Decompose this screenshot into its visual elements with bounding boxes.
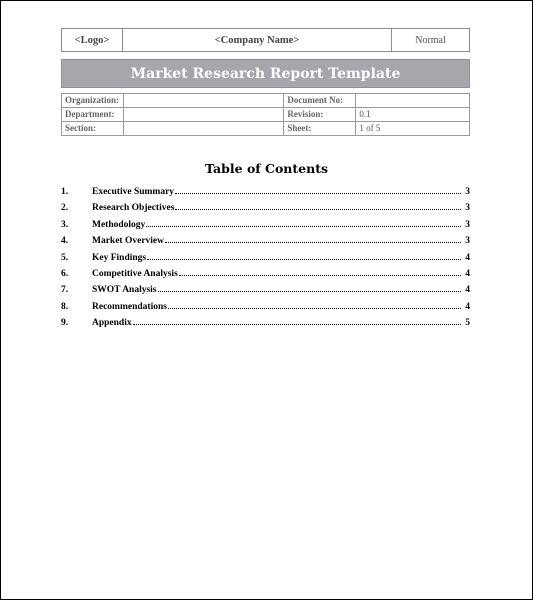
toc-title: Market Overview xyxy=(92,236,165,247)
table-row xyxy=(62,122,470,136)
toc-page: 4 xyxy=(465,285,470,296)
toc-page: 3 xyxy=(465,203,470,214)
toc-number: 4. xyxy=(61,236,69,247)
toc-title: Executive Summary xyxy=(92,187,175,197)
toc-leader xyxy=(133,323,461,325)
toc-title: Appendix xyxy=(92,318,132,329)
company-name-placeholder: <Company Name> xyxy=(123,29,392,51)
organization-label: Organization: xyxy=(62,94,124,108)
toc-entry[interactable] xyxy=(61,269,470,285)
toc-page: 3 xyxy=(465,219,470,230)
toc-title: Key Findings xyxy=(92,252,147,263)
toc-number: 5. xyxy=(61,252,69,263)
toc-entry[interactable] xyxy=(61,236,470,252)
toc-number: 6. xyxy=(61,268,69,279)
toc-page: 5 xyxy=(465,318,470,329)
revision-label: Revision: xyxy=(284,108,356,122)
toc-number: 1. xyxy=(61,187,69,197)
toc-page: 3 xyxy=(465,236,470,247)
toc-title: Competitive Analysis xyxy=(92,268,178,279)
toc-title: Methodology xyxy=(92,219,146,230)
toc-entry[interactable] xyxy=(61,220,470,236)
table-of-contents xyxy=(61,187,470,335)
toc-title: SWOT Analysis xyxy=(92,285,157,296)
toc-leader xyxy=(147,258,461,260)
section-label: Section: xyxy=(62,122,124,136)
revision-value: 0.1 xyxy=(356,108,470,122)
department-label: Department: xyxy=(62,108,124,122)
toc-entry[interactable] xyxy=(61,187,470,203)
document-info-table xyxy=(61,93,470,136)
toc-leader xyxy=(165,241,461,243)
toc-number: 3. xyxy=(61,219,69,230)
logo-placeholder: <Logo> xyxy=(62,29,123,51)
toc-leader xyxy=(146,225,461,227)
toc-page: 4 xyxy=(465,268,470,279)
toc-entry[interactable] xyxy=(61,285,470,301)
toc-title: Research Objectives xyxy=(92,203,175,214)
toc-leader xyxy=(179,274,461,276)
toc-number: 2. xyxy=(61,203,69,214)
toc-leader xyxy=(168,307,461,309)
toc-number: 7. xyxy=(61,285,69,296)
toc-number: 9. xyxy=(61,318,69,329)
toc-leader xyxy=(158,290,461,292)
document-header xyxy=(61,28,470,52)
toc-title: Recommendations xyxy=(92,301,167,312)
organization-value xyxy=(123,94,283,108)
toc-page: 4 xyxy=(465,252,470,263)
toc-entry[interactable] xyxy=(61,302,470,318)
toc-page: 4 xyxy=(465,301,470,312)
table-row xyxy=(62,108,470,122)
toc-leader xyxy=(175,192,461,194)
toc-page: 3 xyxy=(465,187,470,197)
toc-entry[interactable] xyxy=(61,203,470,219)
department-value xyxy=(123,108,283,122)
document-no-label: Document No: xyxy=(284,94,356,108)
toc-entry[interactable] xyxy=(61,253,470,269)
table-row xyxy=(62,94,470,108)
toc-entry[interactable] xyxy=(61,318,470,334)
document-no-value xyxy=(356,94,470,108)
toc-leader xyxy=(175,208,461,210)
section-value xyxy=(123,122,283,136)
toc-heading: Table of Contents xyxy=(204,161,329,176)
sheet-value: 1 of 5 xyxy=(356,122,470,136)
style-label: Normal xyxy=(415,34,446,46)
toc-number: 8. xyxy=(61,301,69,312)
document-title: Market Research Report Template xyxy=(61,59,470,88)
sheet-label: Sheet: xyxy=(284,122,356,136)
